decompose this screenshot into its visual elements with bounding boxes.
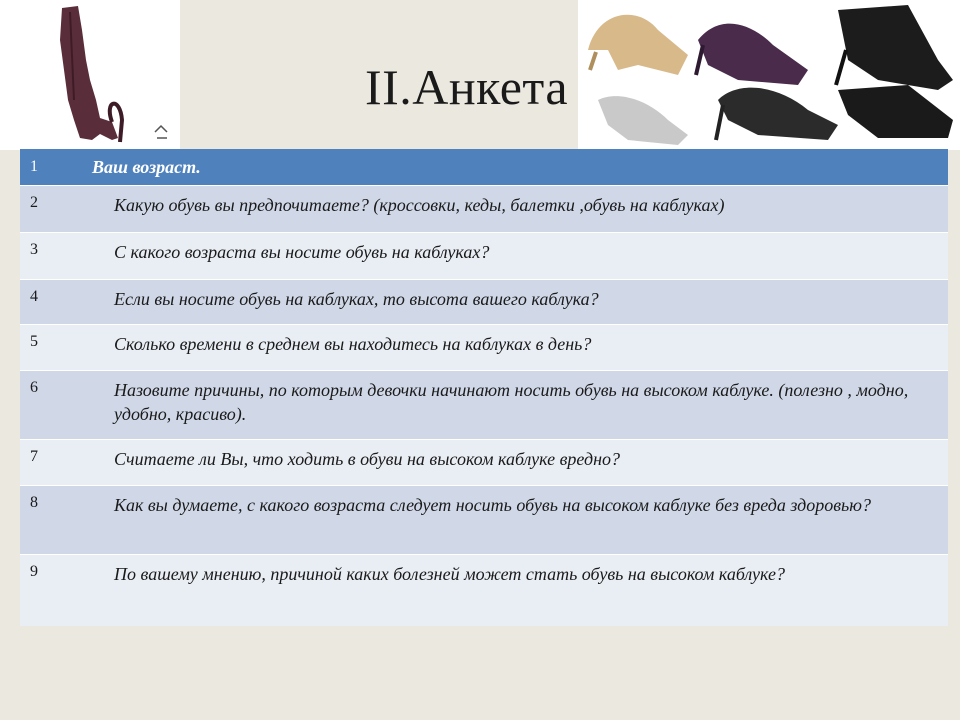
page-title: II.Анкета [365,59,569,115]
row-number: 8 [30,494,38,511]
table-row [20,279,948,324]
row-question: Если вы носите обувь на каблуках, то высота вашего каблука? [114,289,599,309]
shoes-photo [578,0,960,150]
row-number: 3 [30,241,38,258]
table-row [20,324,948,370]
row-number: 4 [30,288,38,305]
header-question: Ваш возраст. [92,157,201,177]
row-number: 6 [30,379,38,396]
table-row [20,232,948,279]
row-number: 7 [30,448,38,465]
row-question: Какую обувь вы предпочитаете? (кроссовки, кеды, балетки ,обувь на каблуках) [114,195,725,215]
row-number: 2 [30,194,38,211]
row-question: Как вы думаете, с какого возраста следует носить обувь на высоком каблуке без вреда здоровью? [114,495,871,515]
table-header-row [20,149,948,185]
table-row [20,554,948,626]
row-question: С какого возраста вы носите обувь на каблуках? [114,242,490,262]
row-number: 5 [30,333,38,350]
row-question: По вашему мнению, причиной каких болезней может стать обувь на высоком каблуке? [114,564,785,584]
row-number: 9 [30,563,38,580]
boot-photo [0,0,180,150]
table-row [20,439,948,485]
table-row [20,185,948,232]
row-question: Назовите причины, по которым девочки начинают носить обувь на высоком каблуке. (полезно , модно, удобно, красиво). [114,380,909,424]
row-question: Сколько времени в среднем вы находитесь на каблуках в день? [114,334,592,354]
table-row [20,370,948,439]
header-number: 1 [30,158,38,175]
questionnaire-table [20,149,948,626]
row-question: Считаете ли Вы, что ходить в обуви на высоком каблуке вредно? [114,449,621,469]
table-row [20,485,948,554]
